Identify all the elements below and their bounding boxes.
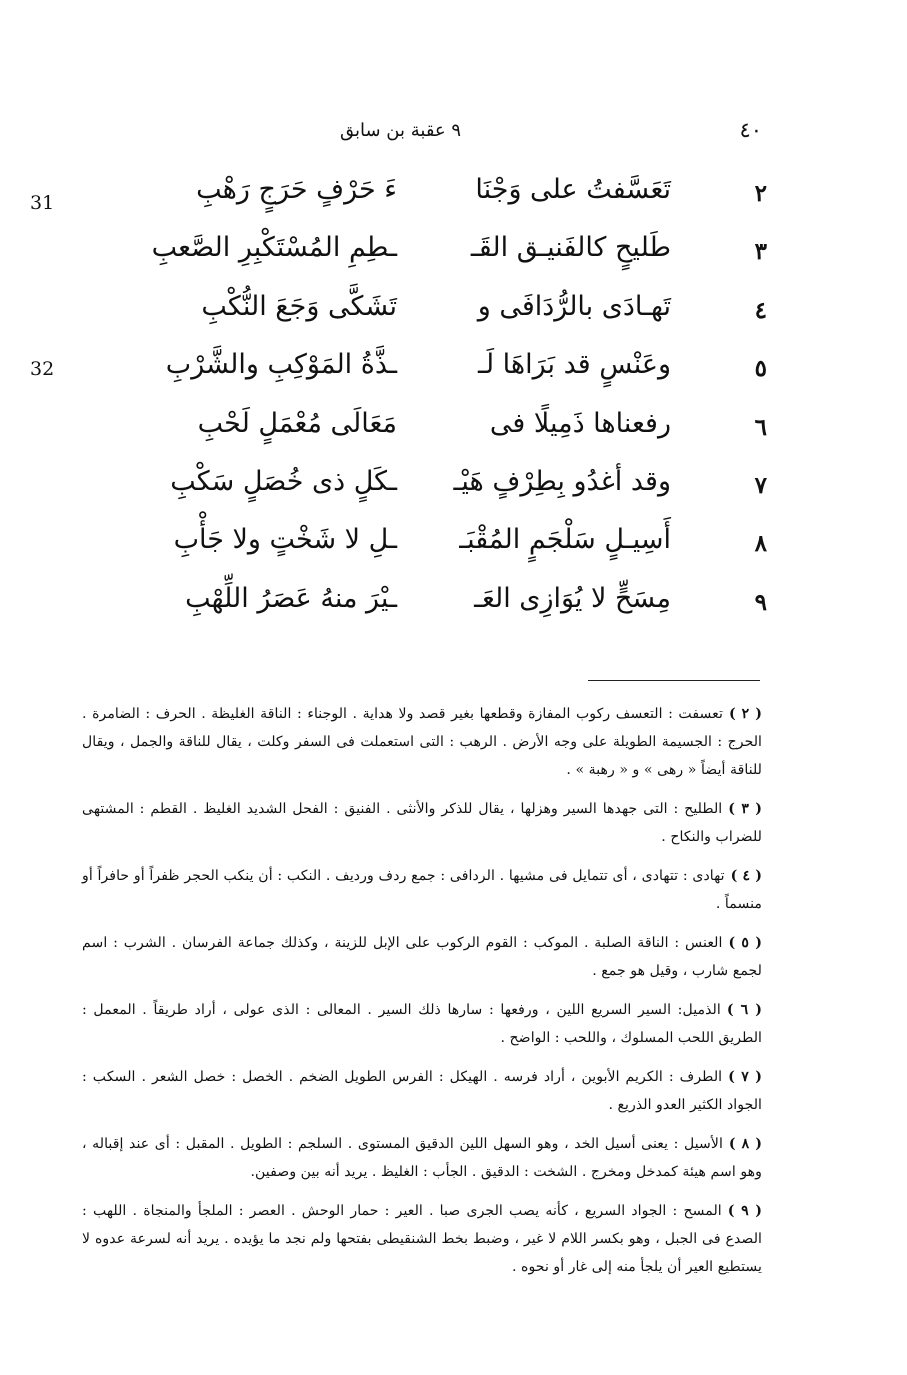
verse-first-hemistich: مِسَحٍّ لا يُوَازِى العَـ [474, 582, 671, 614]
verse-number: ٨ [754, 530, 767, 558]
verse [0, 518, 907, 576]
verse-first-hemistich: وقد أغدُو بِطِرْفٍ هَيْـ [453, 465, 671, 497]
footnote-text: العنس : الناقة الصلبة . الموكب : القوم الركوب على الإبل للزينة ، وكذلك جماعة الفرسان . الشرب : اسم لجمع شارب ، وقيل هو جمع . [82, 935, 762, 979]
verse-second-hemistich: ءَ حَرْفٍ حَرَجٍ رَهْبِ [196, 174, 397, 205]
page-header [0, 118, 907, 148]
verse [0, 226, 907, 284]
footnote-text: الذميل: السير السريع اللين ، ورفعها : سارها ذلك السير . المعالى : الذى عولى ، أراد طريقاً . المعمل : الطريق اللحب المسلوك ، واللحب : الواضح . [82, 1002, 762, 1046]
verse-first-hemistich: رفعناها ذَمِيلًا فى [489, 407, 671, 439]
verse-second-hemistich: مَعَالَى مُعْمَلٍ لَحْبِ [197, 407, 397, 439]
verse-first-hemistich: طَليحٍ كالفَنيـق القَـ [470, 232, 671, 264]
verse [0, 285, 907, 343]
footnote-text: تهادى : تتهادى ، أى تتمايل فى مشيها . الردافى : جمع ردف ورديف . النكب : أن ينكب الحجر ظفراً أو حافراً أو منسماً . [82, 868, 762, 912]
verse-number: ٥ [754, 355, 767, 383]
footnote-number: ( ٨ ) [728, 1136, 763, 1152]
margin-line-number: 31 [30, 192, 55, 214]
verse-second-hemistich: ـكَلٍ ذى خُصَلٍ سَكْبِ [170, 465, 397, 497]
verse-number: ٦ [754, 413, 767, 441]
verse-second-hemistich: ـلِ لا شَخْتٍ ولا جَأْبِ [173, 524, 397, 556]
verse [0, 168, 907, 226]
verse-second-hemistich: ـطِمِ المُسْتَكْبِرِ الصَّعبِ [151, 232, 397, 264]
verse-second-hemistich: ـذَّةُ المَوْكِبِ والشَّرْبِ [165, 349, 397, 381]
running-title: ٩ عقبة بن سابق [340, 120, 462, 141]
verse-number: ٤ [754, 296, 767, 324]
poem [0, 168, 907, 635]
verse-second-hemistich: ـيْرَ منهُ عَصَرُ اللِّهْبِ [185, 582, 397, 614]
footnote [82, 1130, 762, 1186]
footnote [82, 795, 762, 851]
verse-first-hemistich: تَعَسَّفتُ على وَجْنَا [475, 174, 671, 205]
footnote-text: الأسيل : يعنى أسيل الخد ، وهو السهل اللين الدقيق المستوى . السلجم : الطويل . المقبل : أى عند إقباله ، وهو اسم هيئة كمدخل ومخرج . الشخت : الدقيق . الجأب : الغليظ . يريد أنه بين وصفين. [82, 1136, 762, 1180]
margin-line-number: 32 [30, 358, 55, 380]
footnote-number: ( ٥ ) [728, 935, 762, 951]
footnote-number: ( ٢ ) [728, 706, 762, 722]
footnote [82, 1063, 762, 1119]
footnote-number: ( ٧ ) [728, 1069, 763, 1085]
verse-first-hemistich: تَهـادَى بالرُّدَافَى و [477, 290, 671, 322]
footnote-number: ( ٩ ) [727, 1203, 762, 1219]
verse-first-hemistich: وعَنْسٍ قد بَرَاهَا لَـ [477, 349, 671, 381]
verse-number: ٧ [754, 471, 767, 499]
verse-second-hemistich: تَشَكَّى وَجَعَ النُّكْبِ [201, 290, 397, 322]
verse-number: ٢ [754, 180, 767, 207]
footnote-number: ( ٣ ) [728, 801, 762, 817]
verse [0, 402, 907, 460]
page-number: ٤٠ [739, 118, 762, 142]
footnote-text: المسح : الجواد السريع ، كأنه يصب الجرى صبا . العير : حمار الوحش . العصر : الملجأ والمنجاة . اللهب : الصدع فى الجبل ، وهو بكسر اللام لا غير ، وضبط بخط الشنقيطى بفتحها ولم نجد ما يؤيده . يريد أنه لسرعة عدوه لا يستطيع العير أن يلجأ منه إلى غار أو نحوه . [82, 1203, 762, 1275]
verse-number: ٩ [754, 588, 767, 616]
verse [0, 343, 907, 401]
verse-number: ٣ [754, 238, 767, 266]
footnote-text: الطرف : الكريم الأبوين ، أراد فرسه . الهيكل : الفرس الطويل الضخم . الخصل : خصل الشعر . السكب : الجواد الكثير العدو الذريع . [82, 1069, 762, 1113]
footnote [82, 929, 762, 985]
footnote-text: تعسفت : التعسف ركوب المفازة وقطعها بغير قصد ولا هداية . الوجناء : الناقة الغليظة . الحرف : الضامرة . الحرج : الجسيمة الطويلة على وجه الأرض . الرهب : التى استعملت فى السفر وكلت ، يقال للناقة والجمل ، ويقال للناقة أيضاً « رهى » و « رهبة » . [82, 706, 762, 778]
verse-first-hemistich: أَسِيـلٍ سَلْجَمٍ المُقْبَـ [459, 524, 671, 556]
footnote [82, 996, 762, 1052]
verse [0, 577, 907, 635]
footnote [82, 1197, 762, 1281]
footnote-number: ( ٦ ) [726, 1002, 762, 1018]
footnotes [82, 700, 762, 1292]
footnote-divider [588, 680, 760, 681]
footnote [82, 700, 762, 784]
footnote-number: ( ٤ ) [730, 868, 763, 884]
verse [0, 460, 907, 518]
footnote-text: الطليح : التى جهدها السير وهزلها ، يقال للذكر والأنثى . الفنيق : الفحل الشديد الغليظ . القطم : المشتهى للضراب والنكاح . [82, 801, 762, 845]
footnote [82, 862, 762, 918]
